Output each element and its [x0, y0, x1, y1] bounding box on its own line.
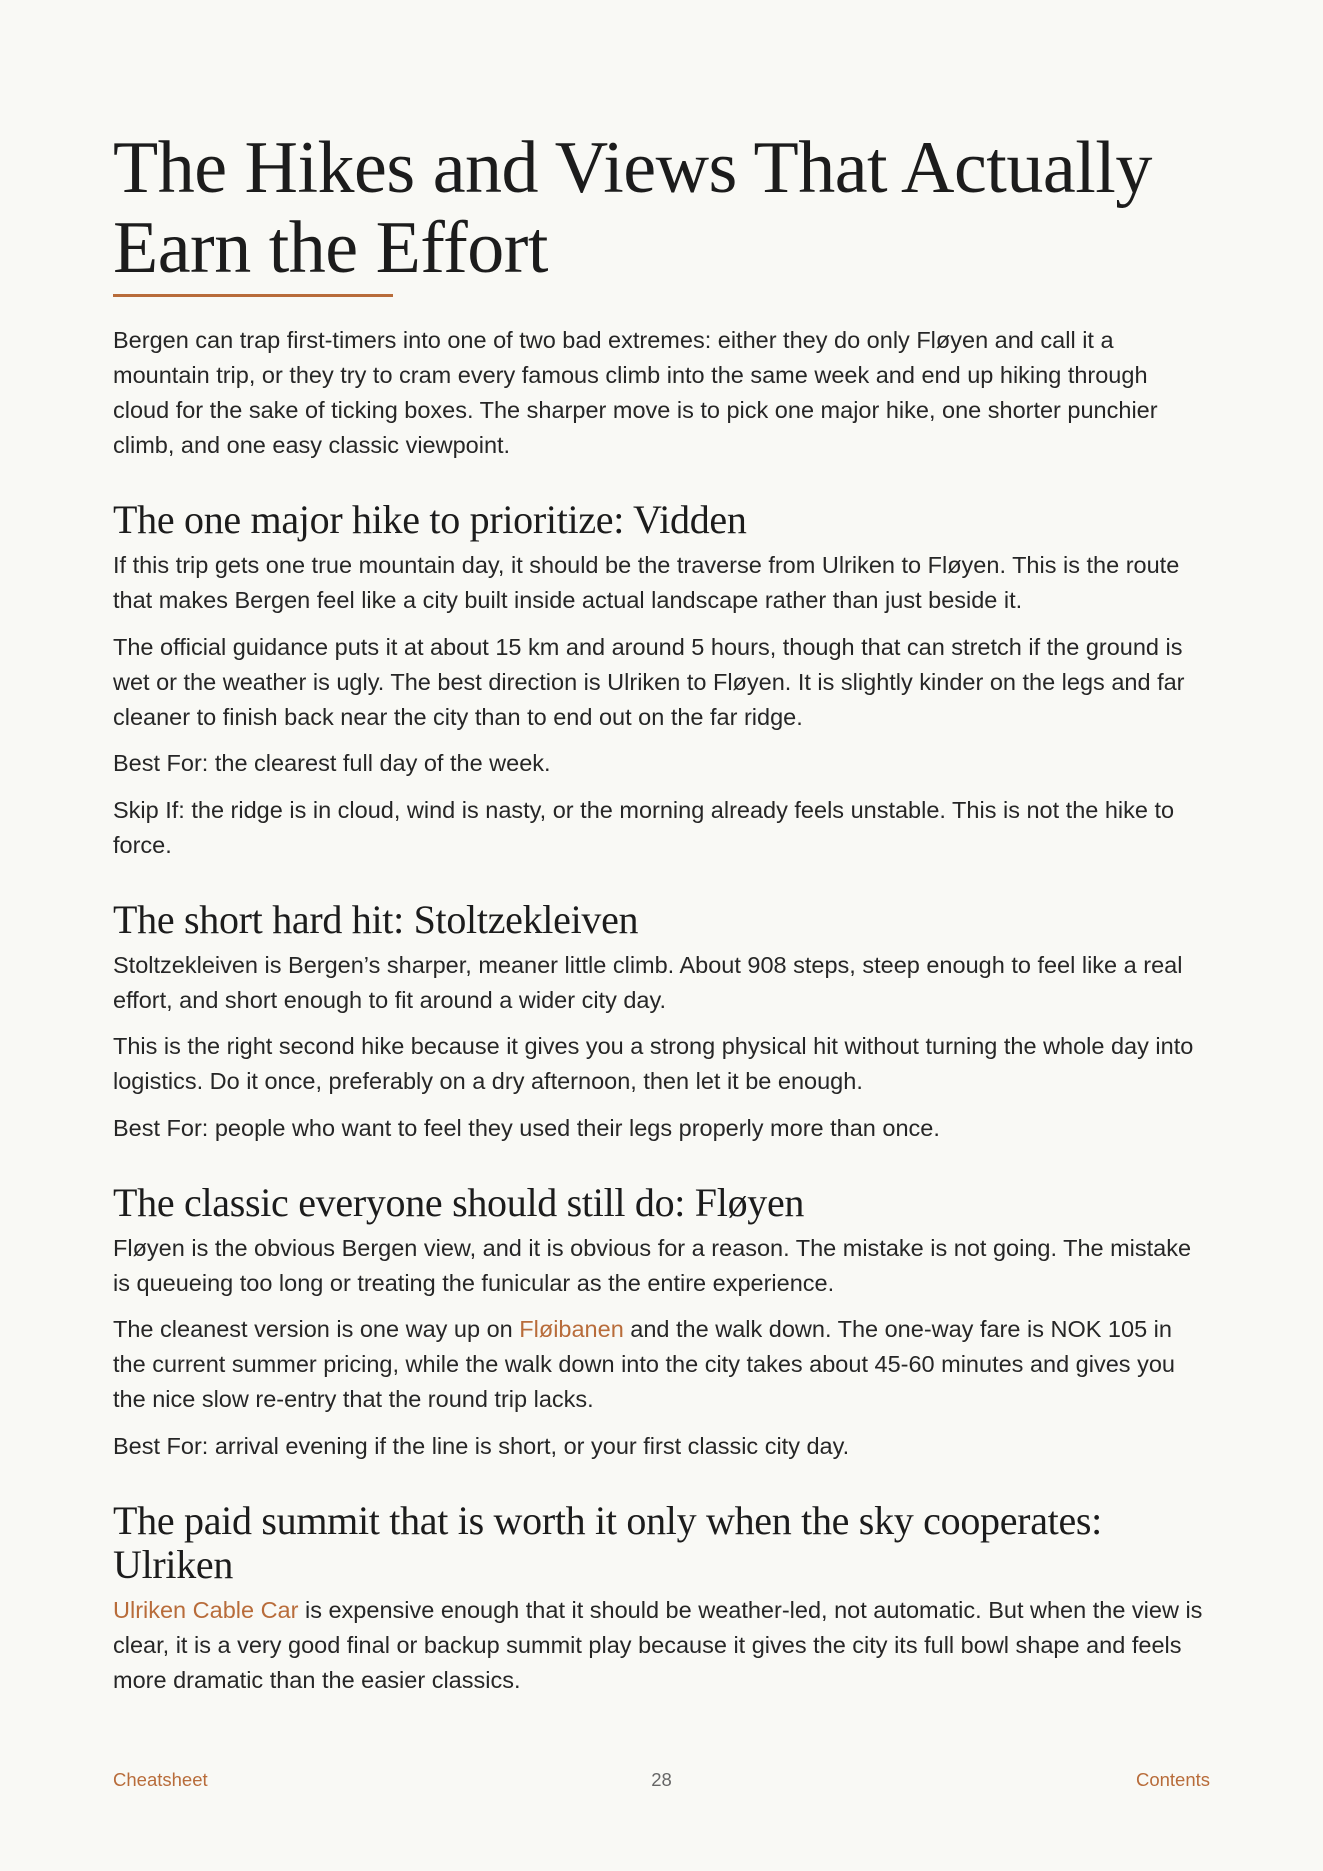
- paragraph: This is the right second hike because it gives you a strong physical hit without turning the whole day into logistics. Do it once, preferably on a dry afternoon, then let it be enough.: [113, 1033, 1194, 1094]
- paragraph: Fløyen is the obvious Bergen view, and it is obvious for a reason. The mistake is not going. The mistake is queueing too long or treating the funicular as the entire experience.: [113, 1234, 1192, 1296]
- text: is expensive enough that it should be weather-led, not automatic. But when the view is clear, it is a very good final or backup summit play because it gives the city its full bowl shape and feels more dramatic than the easier classics.: [113, 1596, 1203, 1693]
- section-heading-floyen: The classic everyone should still do: Fløyen: [113, 1179, 805, 1225]
- text: and the walk down. The one-way fare is NOK 105 in the current summer pricing, while the walk down into the city takes about 45-60 minutes and gives you the nice slow re-entry that the round trip lacks.: [113, 1316, 1175, 1412]
- section-heading-vidden: The one major hike to prioritize: Vidden: [113, 497, 747, 542]
- section-heading-ulriken: The paid summit that is worth it only when the sky cooperates: Ulriken: [113, 1497, 1102, 1587]
- page-footer: [113, 1767, 1210, 1793]
- best-for-line: Best For: arrival evening if the line is short, or your first classic city day.: [113, 1432, 850, 1459]
- section-floyen: [113, 1181, 1210, 1464]
- paragraph: The official guidance puts it at about 15 km and around 5 hours, though that can stretch if the ground is wet or the weather is ugly. The best direction is Ulriken to Fløyen. It is slightly kinder on the legs and far cleaner to finish back near the city than to end out on the far ridge.: [113, 633, 1185, 730]
- cheatsheet-link[interactable]: Cheatsheet: [113, 1769, 208, 1790]
- intro-paragraph: Bergen can trap first-timers into one of two bad extremes: either they do only Fløyen and call it a mountain trip, or they try to cram every famous climb into the same week and end up hiking through cloud for the sake of ticking boxes. The sharper move is to pick one major hike, one shorter punchier climb, and one easy classic viewpoint.: [113, 327, 1158, 458]
- paragraph-with-link: [113, 1593, 1210, 1698]
- section-vidden: [113, 498, 1210, 863]
- best-for-line: Best For: people who want to feel they used their legs properly more than once.: [113, 1114, 940, 1141]
- section-stoltzekleiven: [113, 898, 1210, 1146]
- section-heading-stoltzekleiven: The short hard hit: Stoltzekleiven: [113, 896, 639, 942]
- floibanen-link[interactable]: Fløibanen: [519, 1316, 624, 1342]
- paragraph-with-link: [113, 1312, 1210, 1417]
- skip-if-line: Skip If: the ridge is in cloud, wind is nasty, or the morning already feels unstable. This is not the hike to force.: [113, 796, 1175, 858]
- page-title: The Hikes and Views That Actually Earn the Effort: [113, 127, 1152, 289]
- contents-link[interactable]: Contents: [1135, 1769, 1210, 1790]
- title-accent-rule: [113, 294, 393, 297]
- best-for-line: Best For: the clearest full day of the week.: [113, 750, 551, 776]
- page-number: 28: [651, 1769, 672, 1790]
- section-ulriken: [113, 1499, 1210, 1698]
- paragraph: If this trip gets one true mountain day, it should be the traverse from Ulriken to Fløyen. This is the route that makes Bergen feel like a city built inside actual landscape rather than just beside it.: [113, 552, 1180, 613]
- ulriken-cable-car-link[interactable]: Ulriken Cable Car: [113, 1596, 299, 1623]
- article-body: [113, 323, 1210, 1709]
- paragraph: Stoltzekleiven is Bergen’s sharper, meaner little climb. About 908 steps, steep enough to feel like a real effort, and short enough to fit around a wider city day.: [113, 951, 1183, 1013]
- text: The cleanest version is one way up on: [113, 1316, 520, 1342]
